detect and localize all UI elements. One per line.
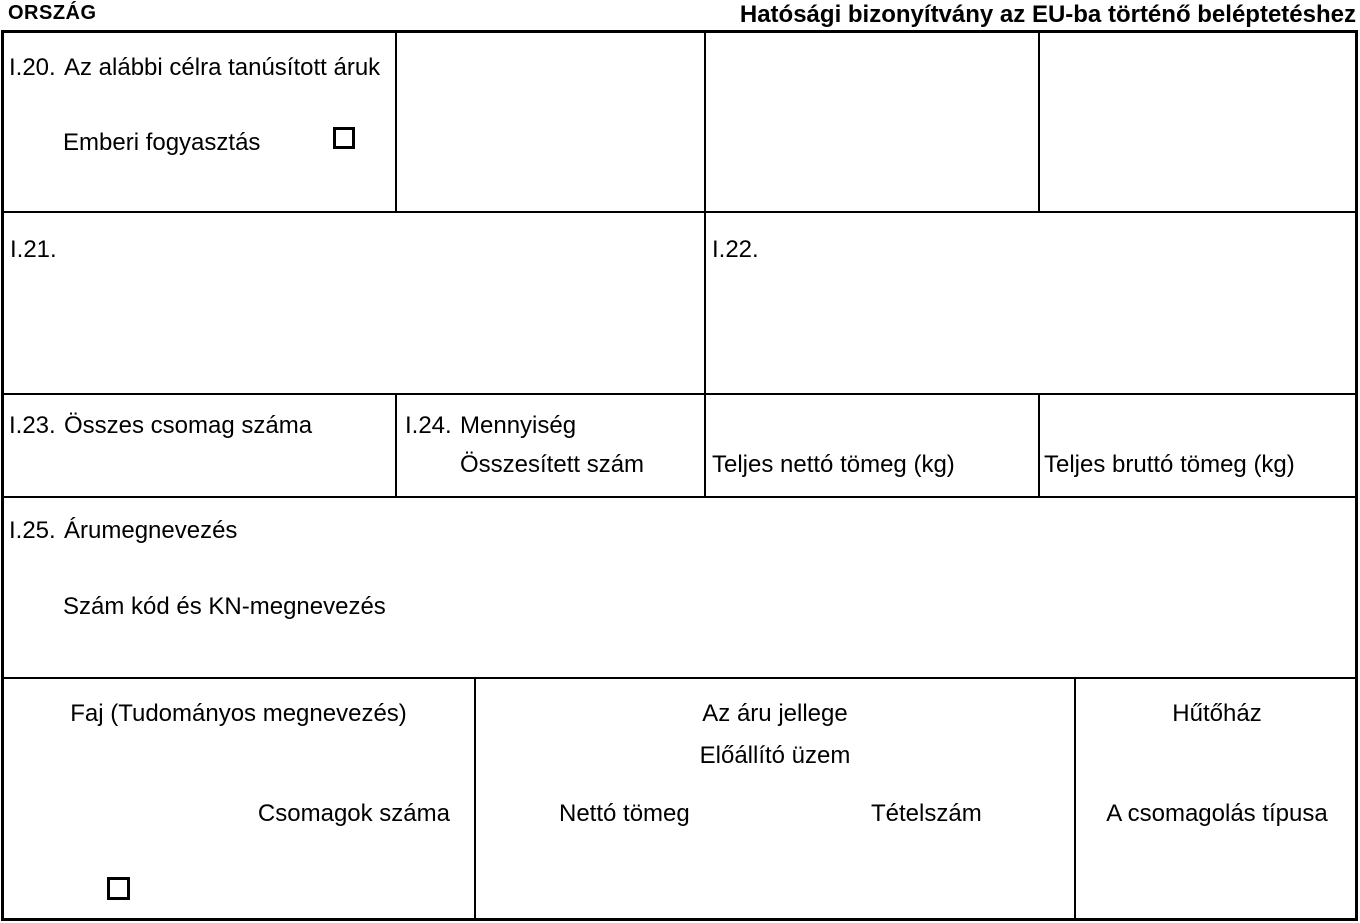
cold-store-label: Hűtőház	[1172, 700, 1262, 727]
producing-plant-label: Előállító üzem	[699, 742, 851, 769]
row-divider-3	[1, 496, 1358, 498]
field-i23-number: I.23.	[9, 412, 56, 439]
col-divider-r2	[704, 211, 706, 393]
row-divider-4	[1, 677, 1358, 679]
field-i25-number: I.25.	[9, 517, 56, 544]
batch-number-label: Tételszám	[871, 800, 982, 827]
human-consumption-checkbox[interactable]	[333, 127, 355, 149]
species-checkbox[interactable]	[107, 877, 130, 900]
field-i21-number: I.21.	[10, 236, 57, 263]
field-i24-number: I.24.	[405, 412, 452, 439]
field-i23-label: I.23. Összes csomag száma	[9, 412, 313, 439]
field-i25-label: I.25. Árumegnevezés	[9, 517, 238, 544]
field-i20-option-label: Emberi fogyasztás	[63, 129, 261, 156]
col-divider-r1-a	[395, 30, 397, 211]
goods-nature-label: Az áru jellege	[702, 700, 848, 727]
field-i20-number: I.20.	[9, 54, 56, 81]
species-label: Faj (Tudományos megnevezés)	[70, 700, 407, 727]
col-divider-r3-c	[1038, 393, 1040, 496]
field-i24-label: I.24. Mennyiség	[405, 412, 577, 439]
packaging-type-label: A csomagolás típusa	[1106, 800, 1328, 827]
net-weight-label: Nettó tömeg	[559, 800, 690, 827]
field-i22-number: I.22.	[712, 236, 759, 263]
country-header: ORSZÁG	[8, 2, 97, 24]
col-divider-r1-b	[704, 30, 706, 211]
total-net-weight-label: Teljes nettó tömeg (kg)	[712, 451, 955, 478]
col-divider-r1-c	[1038, 30, 1040, 211]
col-divider-r3-b	[704, 393, 706, 496]
field-i24-sublabel: Összesített szám	[460, 451, 645, 478]
row-divider-2	[1, 393, 1358, 395]
total-gross-weight-label: Teljes bruttó tömeg (kg)	[1044, 451, 1295, 478]
certificate-title: Hatósági bizonyítvány az EU-ba történő beléptetéshez	[739, 1, 1356, 28]
row-divider-1	[1, 211, 1358, 213]
field-i20-label: I.20. Az alábbi célra tanúsított áruk	[9, 54, 381, 81]
packages-count-label: Csomagok száma	[257, 800, 450, 827]
col-divider-r3-a	[395, 393, 397, 496]
field-i25-sublabel: Szám kód és KN-megnevezés	[63, 593, 386, 620]
